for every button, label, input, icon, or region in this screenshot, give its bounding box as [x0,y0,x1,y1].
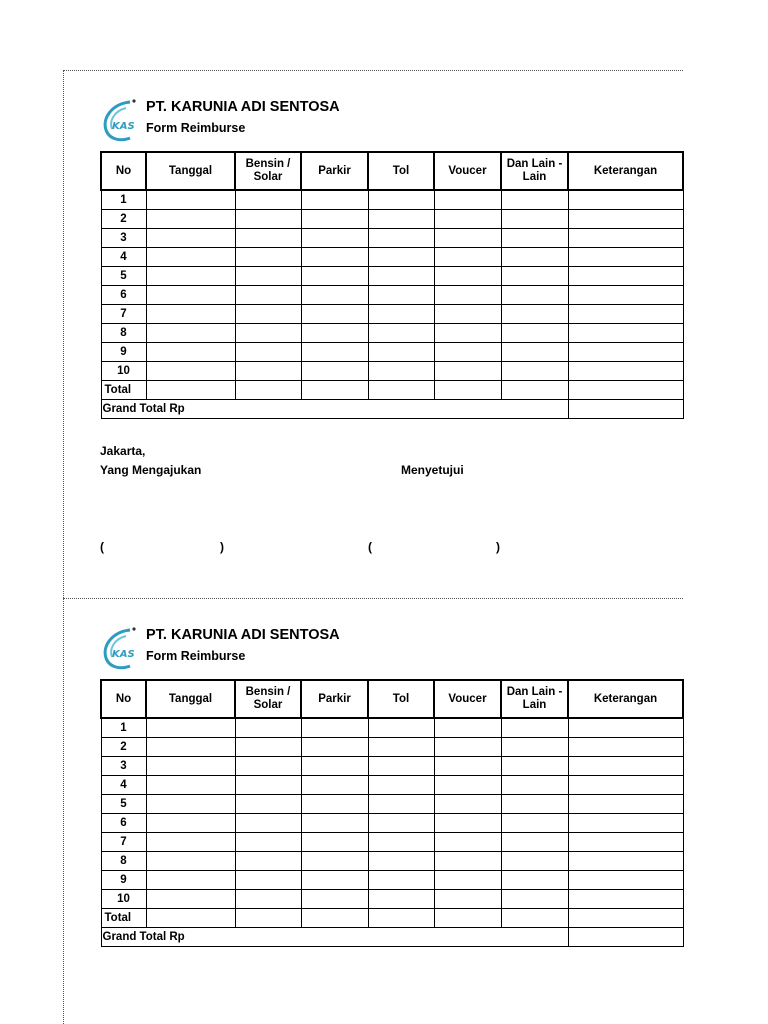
input-cell[interactable] [568,871,683,890]
input-cell[interactable] [501,362,568,381]
total-cell[interactable] [501,909,568,928]
form-title: Form Reimburse [146,121,246,135]
cut-line-middle [63,598,683,599]
input-cell[interactable] [146,229,235,248]
table-body [101,718,683,947]
input-cell[interactable] [501,305,568,324]
input-cell[interactable] [235,210,301,229]
input-cell[interactable] [301,210,368,229]
total-cell[interactable] [368,909,434,928]
input-cell[interactable] [146,852,235,871]
input-cell[interactable] [301,814,368,833]
company-name: PT. KARUNIA ADI SENTOSA [146,627,340,643]
input-cell[interactable] [146,871,235,890]
approver-sign-open: ( [368,540,372,554]
header-parkir: Parkir [301,680,368,718]
table-row [101,814,683,833]
input-cell[interactable] [568,343,683,362]
table-row [101,324,683,343]
table-row [101,718,683,738]
table-body [101,190,683,419]
grand-total-value[interactable] [568,400,683,419]
row-number: 8 [101,324,146,343]
input-cell[interactable] [146,248,235,267]
input-cell[interactable] [434,871,501,890]
applicant-sign-close: ) [220,540,224,554]
input-cell[interactable] [301,248,368,267]
input-cell[interactable] [501,267,568,286]
input-cell[interactable] [146,267,235,286]
input-cell[interactable] [301,776,368,795]
table-row [101,190,683,210]
input-cell[interactable] [301,229,368,248]
cut-line-left [63,70,64,1024]
input-cell[interactable] [434,248,501,267]
row-number: 9 [101,343,146,362]
input-cell[interactable] [146,190,235,210]
row-number: 3 [101,757,146,776]
row-number: 4 [101,776,146,795]
logo-text: KAS [112,649,135,660]
input-cell[interactable] [434,362,501,381]
logo-text: KAS [112,121,135,132]
table-row [101,343,683,362]
input-cell[interactable] [434,343,501,362]
reimburse-table [100,679,684,947]
input-cell[interactable] [568,738,683,757]
input-cell[interactable] [235,190,301,210]
grand-total-row [101,928,683,947]
input-cell[interactable] [146,718,235,738]
input-cell[interactable] [368,343,434,362]
header-bensin: Bensin / Solar [235,680,301,718]
input-cell[interactable] [146,890,235,909]
input-cell[interactable] [434,852,501,871]
input-cell[interactable] [368,776,434,795]
input-cell[interactable] [368,210,434,229]
table-row [101,305,683,324]
input-cell[interactable] [146,305,235,324]
row-number: 8 [101,852,146,871]
row-number: 10 [101,362,146,381]
input-cell[interactable] [501,210,568,229]
input-cell[interactable] [301,343,368,362]
input-cell[interactable] [235,738,301,757]
input-cell[interactable] [301,852,368,871]
table-row [101,852,683,871]
header-bensin: Bensin / Solar [235,152,301,190]
input-cell[interactable] [568,286,683,305]
table-row [101,248,683,267]
total-cell[interactable] [501,381,568,400]
input-cell[interactable] [568,305,683,324]
table-row [101,286,683,305]
row-number: 6 [101,814,146,833]
input-cell[interactable] [568,248,683,267]
input-cell[interactable] [235,871,301,890]
row-number: 3 [101,229,146,248]
input-cell[interactable] [434,738,501,757]
input-cell[interactable] [146,757,235,776]
input-cell[interactable] [434,286,501,305]
input-cell[interactable] [434,776,501,795]
input-cell[interactable] [235,718,301,738]
input-cell[interactable] [501,248,568,267]
input-cell[interactable] [434,267,501,286]
form-title: Form Reimburse [146,649,246,663]
input-cell[interactable] [235,305,301,324]
header-lain-lain: Dan Lain - Lain [501,680,568,718]
input-cell[interactable] [301,324,368,343]
total-cell[interactable] [568,909,683,928]
row-number: 9 [101,871,146,890]
input-cell[interactable] [368,267,434,286]
total-cell[interactable] [368,381,434,400]
input-cell[interactable] [501,890,568,909]
input-cell[interactable] [235,795,301,814]
row-number: 5 [101,267,146,286]
input-cell[interactable] [568,210,683,229]
input-cell[interactable] [368,890,434,909]
input-cell[interactable] [368,324,434,343]
input-cell[interactable] [434,229,501,248]
grand-total-value[interactable] [568,928,683,947]
total-row [101,909,683,928]
input-cell[interactable] [235,852,301,871]
input-cell[interactable] [568,795,683,814]
input-cell[interactable] [301,738,368,757]
input-cell[interactable] [434,833,501,852]
input-cell[interactable] [368,229,434,248]
table-row [101,229,683,248]
row-number: 5 [101,795,146,814]
input-cell[interactable] [368,248,434,267]
header-tol: Tol [368,152,434,190]
input-cell[interactable] [501,814,568,833]
input-cell[interactable] [301,890,368,909]
input-cell[interactable] [568,890,683,909]
header-lain-lain: Dan Lain - Lain [501,152,568,190]
input-cell[interactable] [235,890,301,909]
input-cell[interactable] [434,757,501,776]
row-number: 6 [101,286,146,305]
table-row [101,795,683,814]
input-cell[interactable] [368,190,434,210]
input-cell[interactable] [301,362,368,381]
total-cell[interactable] [434,909,501,928]
input-cell[interactable] [368,871,434,890]
total-cell[interactable] [568,381,683,400]
input-cell[interactable] [434,305,501,324]
header-tanggal: Tanggal [146,152,235,190]
input-cell[interactable] [568,833,683,852]
header-keterangan: Keterangan [568,680,683,718]
input-cell[interactable] [501,776,568,795]
input-cell[interactable] [568,852,683,871]
input-cell[interactable] [568,814,683,833]
row-number: 7 [101,833,146,852]
input-cell[interactable] [434,795,501,814]
header-no: No [101,152,146,190]
input-cell[interactable] [368,814,434,833]
input-cell[interactable] [434,190,501,210]
approver-label: Menyetujui [401,463,464,477]
input-cell[interactable] [568,324,683,343]
grand-total-label: Grand Total Rp [101,928,568,947]
table-row [101,871,683,890]
header-voucer: Voucer [434,680,501,718]
input-cell[interactable] [368,833,434,852]
table-row [101,738,683,757]
input-cell[interactable] [434,210,501,229]
row-number: 1 [101,718,146,738]
input-cell[interactable] [434,814,501,833]
input-cell[interactable] [301,305,368,324]
header-tanggal: Tanggal [146,680,235,718]
grand-total-label: Grand Total Rp [101,400,568,419]
input-cell[interactable] [568,718,683,738]
table-row [101,890,683,909]
input-cell[interactable] [434,718,501,738]
approver-sign-close: ) [496,540,500,554]
applicant-sign-open: ( [100,540,104,554]
input-cell[interactable] [301,757,368,776]
grand-total-row [101,400,683,419]
input-cell[interactable] [501,343,568,362]
input-cell[interactable] [146,362,235,381]
input-cell[interactable] [146,210,235,229]
input-cell[interactable] [501,324,568,343]
input-cell[interactable] [501,190,568,210]
input-cell[interactable] [235,814,301,833]
table-row [101,210,683,229]
input-cell[interactable] [501,871,568,890]
table-row [101,757,683,776]
input-cell[interactable] [301,833,368,852]
input-cell[interactable] [501,229,568,248]
row-number: 4 [101,248,146,267]
row-number: 1 [101,190,146,210]
input-cell[interactable] [501,738,568,757]
input-cell[interactable] [235,248,301,267]
input-cell[interactable] [568,757,683,776]
input-cell[interactable] [301,190,368,210]
total-cell[interactable] [235,909,301,928]
input-cell[interactable] [368,305,434,324]
input-cell[interactable] [146,776,235,795]
header-keterangan: Keterangan [568,152,683,190]
header-no: No [101,680,146,718]
total-cell[interactable] [434,381,501,400]
total-label: Total [101,909,146,928]
table-row [101,267,683,286]
input-cell[interactable] [368,795,434,814]
input-cell[interactable] [368,757,434,776]
input-cell[interactable] [146,795,235,814]
total-cell[interactable] [301,381,368,400]
total-label: Total [101,381,146,400]
input-cell[interactable] [568,776,683,795]
input-cell[interactable] [235,343,301,362]
input-cell[interactable] [501,286,568,305]
input-cell[interactable] [301,267,368,286]
input-cell[interactable] [368,738,434,757]
input-cell[interactable] [301,795,368,814]
total-cell[interactable] [235,381,301,400]
input-cell[interactable] [568,362,683,381]
input-cell[interactable] [301,286,368,305]
input-cell[interactable] [235,757,301,776]
input-cell[interactable] [368,852,434,871]
input-cell[interactable] [235,267,301,286]
company-logo-icon [100,626,142,672]
total-row [101,381,683,400]
input-cell[interactable] [568,190,683,210]
total-cell[interactable] [146,909,235,928]
company-name: PT. KARUNIA ADI SENTOSA [146,99,340,115]
input-cell[interactable] [146,814,235,833]
table-row [101,362,683,381]
input-cell[interactable] [501,833,568,852]
input-cell[interactable] [301,871,368,890]
row-number: 7 [101,305,146,324]
row-number: 2 [101,210,146,229]
input-cell[interactable] [235,833,301,852]
city-label: Jakarta, [100,444,146,458]
input-cell[interactable] [146,738,235,757]
input-cell[interactable] [434,324,501,343]
row-number: 10 [101,890,146,909]
input-cell[interactable] [235,776,301,795]
input-cell[interactable] [235,229,301,248]
header-voucer: Voucer [434,152,501,190]
input-cell[interactable] [235,286,301,305]
input-cell[interactable] [568,267,683,286]
input-cell[interactable] [501,757,568,776]
input-cell[interactable] [501,718,568,738]
company-logo-icon [100,98,142,144]
input-cell[interactable] [146,286,235,305]
total-cell[interactable] [146,381,235,400]
reimburse-table [100,151,684,419]
header-tol: Tol [368,680,434,718]
row-number: 2 [101,738,146,757]
table-row [101,776,683,795]
total-cell[interactable] [301,909,368,928]
header-parkir: Parkir [301,152,368,190]
input-cell[interactable] [501,795,568,814]
table-row [101,833,683,852]
input-cell[interactable] [235,362,301,381]
input-cell[interactable] [146,833,235,852]
input-cell[interactable] [368,286,434,305]
input-cell[interactable] [501,852,568,871]
applicant-label: Yang Mengajukan [100,463,202,477]
input-cell[interactable] [235,324,301,343]
input-cell[interactable] [146,343,235,362]
input-cell[interactable] [434,890,501,909]
input-cell[interactable] [368,718,434,738]
input-cell[interactable] [568,229,683,248]
input-cell[interactable] [368,362,434,381]
input-cell[interactable] [301,718,368,738]
cut-line-top [63,70,683,71]
input-cell[interactable] [146,324,235,343]
